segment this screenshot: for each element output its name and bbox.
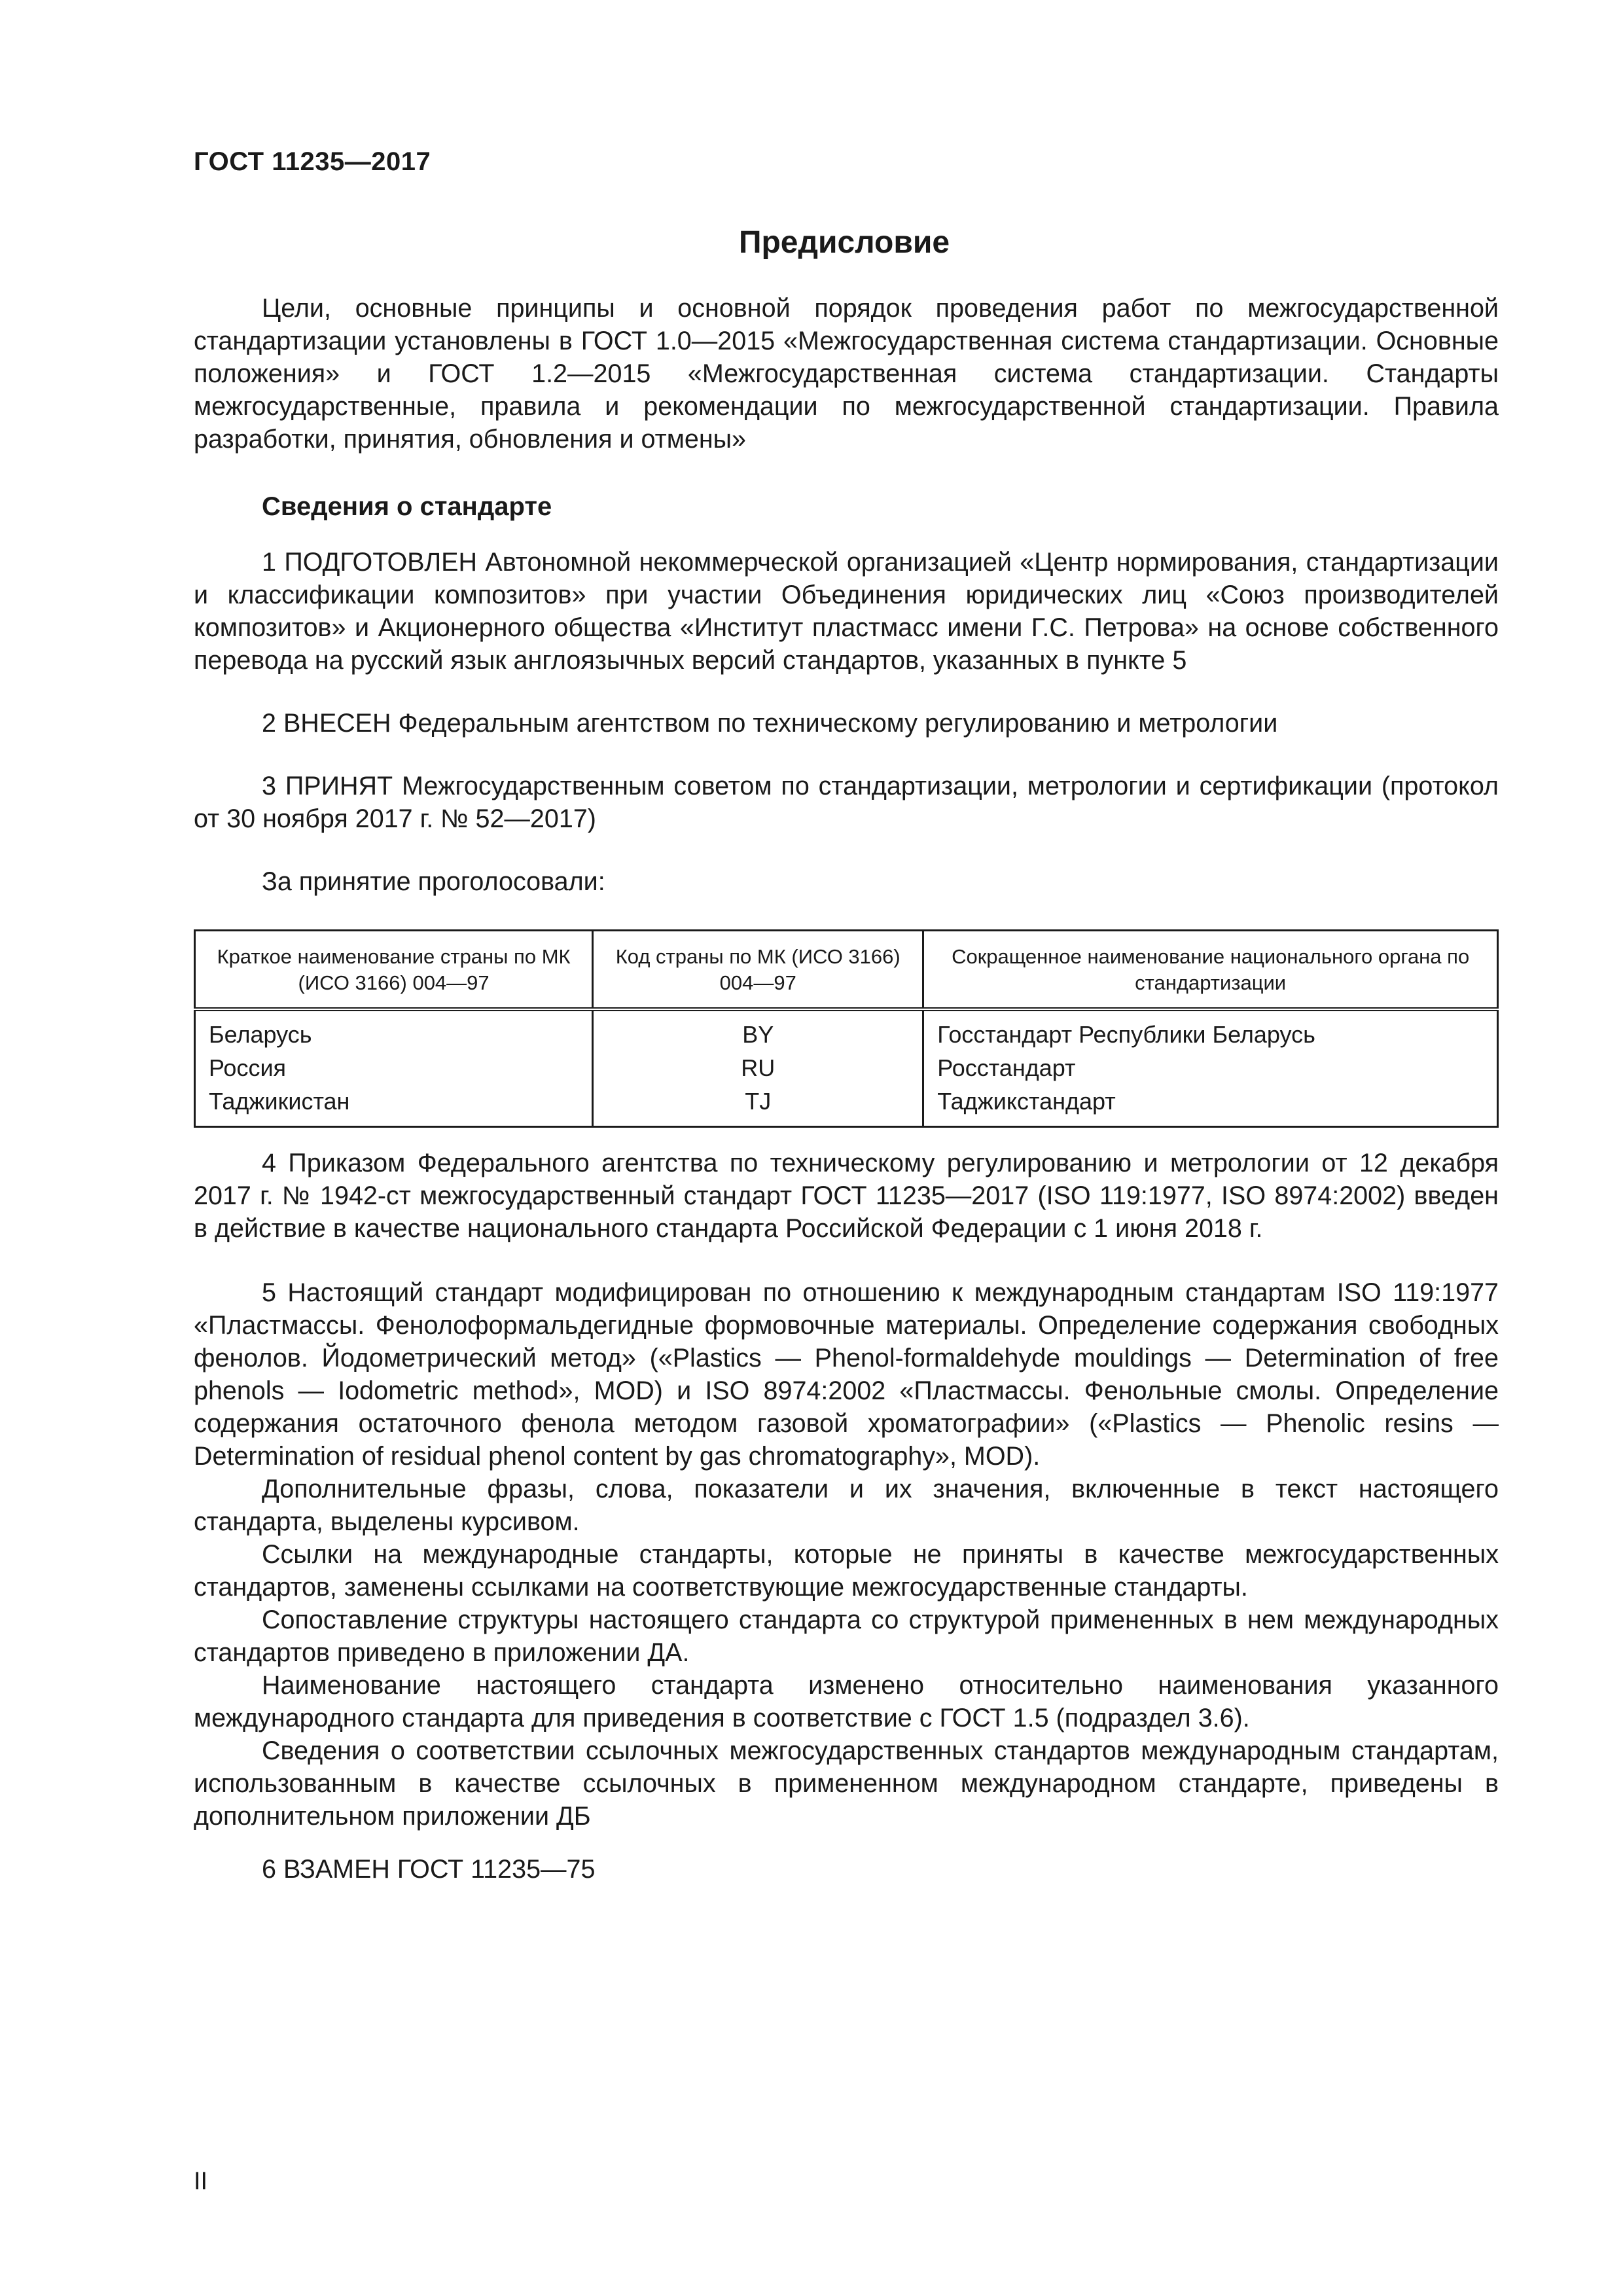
item-4 <box>194 1147 1499 1245</box>
item-5-paragraph: 5 Настоящий стандарт модифицирован по отношению к международным стандартам ISO 119:1977 «Пластмассы. Фенолоформальдегидные формовочные материалы. Определение содержания свободных фенолов. Йодометрический метод» («Plastics — Phenol-formaldehyde mouldings — Determination of free phenols — Iodometric method», MOD) и ISO 8974:2002 «Пластмассы. Фенольные смолы. Определение содержания остаточного фенола методом газовой хроматографии» («Plastics — Phenolic resins — Determination of residual phenol content by gas chromatography», MOD). <box>194 1278 1499 1471</box>
item-4-text: 4 Приказом Федерального агентства по техническому регулированию и метрологии от 12 декабря 2017 г. № 1942-ст межгосударственный стандарт ГОСТ 11235—2017 (ISO 119:1977, ISO 8974:2002) введен в действие в качестве национального стандарта Российской Федерации с 1 июня 2018 г. <box>194 1149 1499 1243</box>
intro-text: Цели, основные принципы и основной порядок проведения работ по межгосударственной стандартизации установлены в ГОСТ 1.0—2015 «Межгосударственная система стандартизации. Основные положения» и ГОСТ 1.2—2015 «Межгосударственная система стандартизации. Стандарты межгосударственные, правила и рекомендации по межгосударственной стандартизации. Правила разработки, принятия, обновления и отмены» <box>194 294 1499 454</box>
table-row <box>195 1085 1498 1127</box>
column-header-code: Код страны по МК (ИСО 3166) 004—97 <box>593 931 923 1010</box>
page-number: II <box>194 2168 208 2195</box>
section-heading: Сведения о стандарте <box>262 492 552 521</box>
item-5-paragraph: Ссылки на международные стандарты, которые не приняты в качестве межгосударственных стандартов, заменены ссылками на соответствующие межгосударственные стандарты. <box>194 1540 1499 1602</box>
voted-label: За принятие проголосовали: <box>262 867 605 896</box>
intro-paragraph <box>194 292 1499 456</box>
table-row <box>195 1009 1498 1051</box>
item-1 <box>194 546 1499 677</box>
item-5-paragraph: Сведения о соответствии ссылочных межгосударственных стандартов международным стандартам, использованным в качестве ссылочных в примененном международном стандарте, приведены в дополнительном приложении ДБ <box>194 1736 1499 1831</box>
item-5-paragraph: Наименование настоящего стандарта изменено относительно наименования указанного международного стандарта для приведения в соответствие с ГОСТ 1.5 (подраздел 3.6). <box>194 1671 1499 1732</box>
country-code: RU <box>593 1051 923 1085</box>
country-name: Таджикистан <box>195 1085 593 1127</box>
item-3 <box>194 770 1499 835</box>
column-header-country: Краткое наименование страны по МК (ИСО 3166) 004—97 <box>195 931 593 1010</box>
national-body: Росстандарт <box>923 1051 1498 1085</box>
column-header-body: Сокращенное наименование национального органа по стандартизации <box>923 931 1498 1010</box>
item-2: 2 ВНЕСЕН Федеральным агентством по техническому регулированию и метрологии <box>262 709 1278 738</box>
national-body: Таджикстандарт <box>923 1085 1498 1127</box>
item-6: 6 ВЗАМЕН ГОСТ 11235—75 <box>262 1855 596 1884</box>
country-name: Россия <box>195 1051 593 1085</box>
item-5-paragraph: Сопоставление структуры настоящего стандарта со структурой примененных в нем международных стандартов приведено в приложении ДА. <box>194 1605 1499 1667</box>
item-5-paragraph: Дополнительные фразы, слова, показатели и их значения, включенные в текст настоящего стандарта, выделены курсивом. <box>194 1475 1499 1536</box>
country-code: TJ <box>593 1085 923 1127</box>
page-title: Предисловие <box>738 225 950 260</box>
item-1-text: 1 ПОДГОТОВЛЕН Автономной некоммерческой организацией «Центр нормирования, стандартизации и классификации композитов» при участии Объединения юридических лиц «Союз производителей композитов» и Акционерного общества «Институт пластмасс имени Г.С. Петрова» на основе собственного перевода на русский язык англоязычных версий стандартов, указанных в пункте 5 <box>194 548 1499 675</box>
national-body: Госстандарт Республики Беларусь <box>923 1009 1498 1051</box>
item-3-text: 3 ПРИНЯТ Межгосударственным советом по стандартизации, метрологии и сертификации (протокол от 30 ноября 2017 г. № 52—2017) <box>194 772 1499 833</box>
item-5 <box>194 1276 1499 1833</box>
country-code: BY <box>593 1009 923 1051</box>
country-name: Беларусь <box>195 1009 593 1051</box>
table-header-row <box>195 931 1498 1010</box>
document-code-header: ГОСТ 11235—2017 <box>194 147 431 176</box>
voting-table <box>194 929 1499 1128</box>
table-row <box>195 1051 1498 1085</box>
